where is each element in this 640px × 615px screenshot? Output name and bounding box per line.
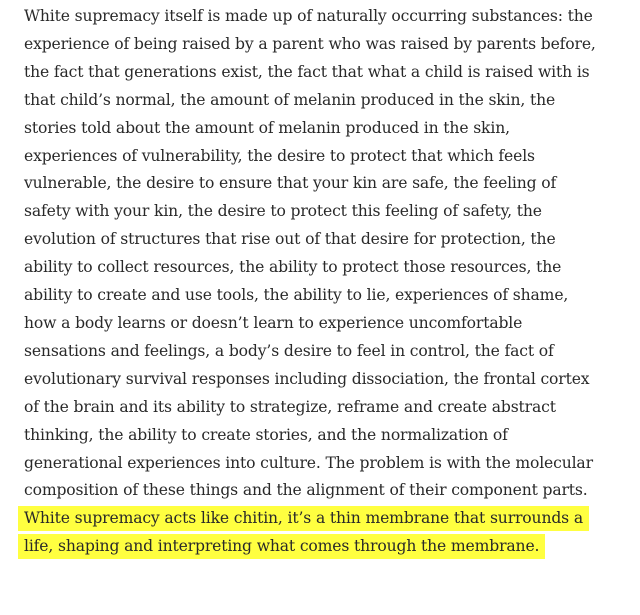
paragraph-text[interactable]: White supremacy itself is made up of naturally occurring substances: the experience of being raised by a parent who was raised by parents before, the fact that generations exist, the fact that what a child is raised with is that child’s normal, the amount of melanin produced in the skin, the stories told about the amount of melanin produced in the skin, experiences of vulnerability, the desire to protect that which feels vulnerable, the desire to ensure that your kin are safe, the feeling of safety with your kin, the desire to protect this feeling of safety, the evolution of structures that rise out of that desire for protection, the ability to collect resources, the ability to protect those resources, the ability to create and use tools, the ability to lie, experiences of shame, how a body learns or doesn’t learn to experience uncomfortable sensations and feelings, a body’s desire to feel in control, the fact of evolutionary survival responses including dissociation, the frontal cortex of the brain and its ability to strategize, reframe and create abstract thinking, the ability to create stories, and the normalization of generational experiences into culture. The problem is with the molecular composition of these things and the alignment of their component parts. bbox=[24, 7, 596, 500]
highlighted-text[interactable]: White supremacy acts like chitin, it’s a thin membrane that surrounds a life, shaping and interpreting what comes through the membrane. bbox=[18, 506, 589, 559]
